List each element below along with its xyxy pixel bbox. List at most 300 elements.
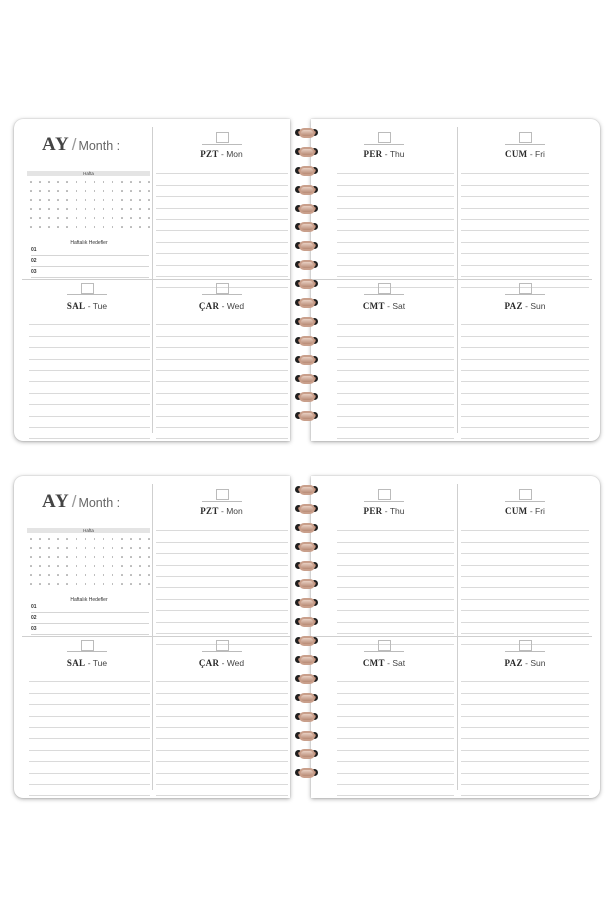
day-cell-sat: [311, 637, 457, 798]
date-checkbox[interactable]: [216, 489, 229, 500]
dot: [39, 208, 41, 210]
spiral-ring: [284, 373, 324, 385]
binding-wire: [299, 617, 315, 627]
writing-line: [337, 197, 454, 208]
writing-line: [461, 417, 589, 428]
dot: [85, 538, 87, 540]
binding-wire: [299, 693, 315, 703]
writing-line: [156, 705, 288, 716]
binding-wire: [299, 674, 315, 684]
week-bar: Hafta: [27, 171, 150, 176]
day-sep: -: [522, 301, 531, 311]
dot: [85, 217, 87, 219]
day-sep: -: [85, 658, 93, 668]
dot: [148, 583, 150, 585]
binding-wire: [299, 712, 315, 722]
dot: [139, 547, 141, 549]
dot: [139, 190, 141, 192]
dot: [112, 226, 114, 228]
dot-row: [30, 208, 150, 217]
writing-line: [156, 209, 288, 220]
dot-row: [30, 181, 150, 190]
dot: [66, 208, 68, 210]
month-slash: /: [71, 492, 77, 511]
dot: [85, 190, 87, 192]
date-checkbox[interactable]: [378, 132, 391, 143]
date-checkbox[interactable]: [378, 640, 391, 651]
dot: [76, 574, 78, 576]
writing-line: [337, 174, 454, 185]
dot: [57, 538, 59, 540]
day-writing-lines[interactable]: [337, 314, 454, 439]
month-title: [42, 134, 120, 156]
spiral-ring: [284, 560, 324, 572]
binding-wire: [299, 374, 315, 384]
spiral-ring: [284, 578, 324, 590]
binding-wire: [299, 336, 315, 346]
writing-line: [461, 394, 589, 405]
day-name-fri: [458, 149, 592, 159]
writing-line: [29, 682, 150, 693]
date-checkbox[interactable]: [519, 640, 532, 651]
writing-line: [156, 531, 288, 542]
writing-line: [156, 762, 288, 773]
dot: [30, 199, 32, 201]
day-writing-lines[interactable]: [29, 314, 150, 439]
day-name-thu: [311, 506, 457, 516]
dot: [76, 181, 78, 183]
goal-number: 01: [31, 604, 37, 610]
spiral-ring: [284, 541, 324, 553]
dot: [112, 547, 114, 549]
dot: [112, 190, 114, 192]
dot: [57, 190, 59, 192]
day-en: Tue: [92, 301, 108, 311]
writing-line: [29, 394, 150, 405]
goal-line[interactable]: [31, 246, 149, 256]
writing-line: [461, 174, 589, 185]
date-checkbox[interactable]: [81, 283, 94, 294]
date-checkbox[interactable]: [378, 489, 391, 500]
day-name-sat: [311, 301, 457, 311]
writing-line: [337, 382, 454, 393]
day-cell-thu: [311, 119, 457, 279]
dot: [48, 583, 50, 585]
writing-line: [156, 220, 288, 231]
dot: [139, 208, 141, 210]
writing-line: [461, 531, 589, 542]
writing-line: [156, 785, 288, 796]
spiral-ring: [284, 354, 324, 366]
dot: [130, 217, 132, 219]
writing-line: [337, 785, 454, 796]
writing-line: [461, 337, 589, 348]
dot: [112, 181, 114, 183]
day-name-fri: [458, 506, 592, 516]
dot: [130, 208, 132, 210]
date-checkbox[interactable]: [216, 640, 229, 651]
day-en: Tue: [92, 658, 108, 668]
writing-line: [156, 774, 288, 785]
binding-wire: [299, 485, 315, 495]
day-writing-lines[interactable]: [461, 671, 589, 796]
goal-number: 02: [31, 615, 37, 621]
weekly-goals-title: Haftalık Hedefler: [70, 597, 108, 603]
dot-row: [30, 565, 150, 574]
binding-wire: [299, 523, 315, 533]
binding-wire: [299, 298, 315, 308]
writing-line: [337, 186, 454, 197]
writing-line: [156, 186, 288, 197]
day-cell-mon: [153, 476, 290, 636]
day-writing-lines[interactable]: [29, 671, 150, 796]
dot: [39, 547, 41, 549]
dot: [94, 190, 96, 192]
dot: [148, 538, 150, 540]
dot: [130, 181, 132, 183]
writing-line: [337, 751, 454, 762]
spiral-ring: [284, 335, 324, 347]
writing-line: [156, 520, 288, 531]
dot: [112, 217, 114, 219]
dot: [139, 565, 141, 567]
day-name-sun: [458, 301, 592, 311]
date-checkbox[interactable]: [519, 489, 532, 500]
dot: [94, 565, 96, 567]
date-underline: [67, 651, 107, 652]
day-writing-lines[interactable]: [156, 314, 288, 439]
dot: [66, 226, 68, 228]
day-en: Sun: [530, 301, 546, 311]
day-writing-lines[interactable]: [461, 520, 589, 645]
writing-line: [461, 705, 589, 716]
dot: [139, 583, 141, 585]
writing-line: [337, 682, 454, 693]
day-en: Thu: [389, 149, 405, 159]
spiral-ring: [284, 597, 324, 609]
writing-line: [337, 163, 454, 174]
day-writing-lines[interactable]: [337, 671, 454, 796]
spiral-ring: [284, 127, 324, 139]
day-cell-wed: [153, 280, 290, 441]
dot: [130, 583, 132, 585]
week-bar: Hafta: [27, 528, 150, 533]
day-en: Fri: [535, 506, 545, 516]
day-sep: -: [219, 658, 227, 668]
day-sep: -: [219, 301, 227, 311]
goal-line[interactable]: [31, 603, 149, 613]
dot: [112, 583, 114, 585]
dot: [85, 208, 87, 210]
dot: [94, 556, 96, 558]
writing-line: [156, 254, 288, 265]
writing-line: [461, 577, 589, 588]
dot: [66, 574, 68, 576]
right-page: [311, 476, 600, 798]
day-tr: SAL: [66, 658, 86, 668]
date-checkbox[interactable]: [81, 640, 94, 651]
dot-row: [30, 190, 150, 199]
dot-row: [30, 583, 150, 592]
day-writing-lines[interactable]: [156, 671, 288, 796]
dot: [30, 547, 32, 549]
binding-wire: [299, 561, 315, 571]
dot: [30, 574, 32, 576]
writing-line: [156, 554, 288, 565]
writing-line: [29, 348, 150, 359]
spiral-ring: [284, 184, 324, 196]
date-checkbox[interactable]: [519, 283, 532, 294]
dot: [139, 217, 141, 219]
dot: [130, 574, 132, 576]
writing-line: [461, 163, 589, 174]
day-cell-tue: [22, 280, 152, 441]
writing-line: [461, 382, 589, 393]
writing-line: [461, 728, 589, 739]
writing-line: [29, 739, 150, 750]
binding-wire: [299, 542, 315, 552]
writing-line: [461, 762, 589, 773]
day-name-sun: [458, 658, 592, 668]
spiral-ring: [284, 711, 324, 723]
day-sep: -: [218, 506, 227, 516]
spiral-binding: [284, 484, 324, 786]
writing-line: [29, 314, 150, 325]
writing-line: [29, 325, 150, 336]
binding-wire: [299, 147, 315, 157]
writing-line: [337, 566, 454, 577]
dot-row: [30, 556, 150, 565]
writing-line: [156, 360, 288, 371]
day-sep: -: [382, 506, 390, 516]
date-underline: [364, 651, 404, 652]
dot: [121, 226, 123, 228]
month-slash: /: [71, 135, 77, 154]
dot: [39, 199, 41, 201]
writing-line: [461, 739, 589, 750]
writing-line: [337, 337, 454, 348]
day-name-mon: [153, 506, 290, 516]
dot: [94, 226, 96, 228]
dot: [112, 556, 114, 558]
date-underline: [505, 144, 545, 145]
writing-line: [461, 600, 589, 611]
date-checkbox[interactable]: [216, 283, 229, 294]
dot: [85, 181, 87, 183]
dot: [121, 190, 123, 192]
binding-wire: [299, 222, 315, 232]
dot: [39, 217, 41, 219]
goal-number: 02: [31, 258, 37, 264]
writing-line: [156, 174, 288, 185]
dot: [66, 190, 68, 192]
day-name-wed: [153, 658, 290, 668]
goal-line[interactable]: [31, 257, 149, 267]
spiral-ring: [284, 410, 324, 422]
writing-line: [337, 417, 454, 428]
dot: [76, 199, 78, 201]
dot: [121, 583, 123, 585]
goal-line[interactable]: [31, 268, 149, 278]
dot: [39, 190, 41, 192]
day-writing-lines[interactable]: [337, 520, 454, 645]
writing-line: [337, 611, 454, 622]
day-en: Mon: [226, 506, 243, 516]
dot: [139, 199, 141, 201]
day-sep: -: [85, 301, 93, 311]
dot: [48, 181, 50, 183]
month-en[interactable]: Month :: [78, 139, 121, 153]
writing-line: [461, 197, 589, 208]
day-en: Sat: [392, 658, 406, 668]
writing-line: [461, 682, 589, 693]
dot: [48, 547, 50, 549]
dot: [57, 574, 59, 576]
dot: [76, 547, 78, 549]
day-sep: -: [522, 658, 531, 668]
dot: [121, 208, 123, 210]
writing-line: [29, 671, 150, 682]
writing-line: [461, 717, 589, 728]
day-cell-sat: [311, 280, 457, 441]
writing-line: [461, 554, 589, 565]
dot: [57, 181, 59, 183]
spiral-ring: [284, 616, 324, 628]
binding-wire: [299, 768, 315, 778]
writing-line: [461, 588, 589, 599]
writing-line: [156, 671, 288, 682]
dot: [76, 226, 78, 228]
dot: [103, 217, 105, 219]
dot: [130, 538, 132, 540]
day-en: Sun: [530, 658, 546, 668]
writing-line: [29, 337, 150, 348]
dot: [139, 556, 141, 558]
writing-line: [29, 717, 150, 728]
day-en: Fri: [535, 149, 545, 159]
dot: [66, 565, 68, 567]
dot: [57, 583, 59, 585]
day-sep: -: [382, 149, 390, 159]
dot: [85, 574, 87, 576]
writing-line: [461, 611, 589, 622]
dot: [66, 556, 68, 558]
goal-line[interactable]: [31, 614, 149, 624]
date-underline: [67, 294, 107, 295]
day-name-mon: [153, 149, 290, 159]
dot: [57, 199, 59, 201]
writing-line: [156, 543, 288, 554]
writing-line: [337, 254, 454, 265]
month-en[interactable]: Month :: [78, 496, 121, 510]
date-underline: [364, 501, 404, 502]
writing-line: [156, 566, 288, 577]
goal-line[interactable]: [31, 625, 149, 635]
date-checkbox[interactable]: [378, 283, 391, 294]
dot: [148, 190, 150, 192]
day-sep: -: [218, 149, 227, 159]
writing-line: [29, 417, 150, 428]
day-en: Sat: [392, 301, 406, 311]
date-checkbox[interactable]: [216, 132, 229, 143]
spiral-ring: [284, 240, 324, 252]
dot: [66, 547, 68, 549]
binding-wire: [299, 204, 315, 214]
writing-line: [156, 751, 288, 762]
day-writing-lines[interactable]: [461, 314, 589, 439]
dot: [112, 565, 114, 567]
writing-line: [337, 405, 454, 416]
dot: [103, 190, 105, 192]
day-cell-fri: [458, 476, 592, 636]
writing-line: [337, 671, 454, 682]
writing-line: [29, 762, 150, 773]
dot: [48, 226, 50, 228]
spiral-ring: [284, 203, 324, 215]
writing-line: [461, 348, 589, 359]
writing-line: [337, 774, 454, 785]
dot: [94, 547, 96, 549]
dot: [103, 583, 105, 585]
spiral-ring: [284, 221, 324, 233]
binding-wire: [299, 166, 315, 176]
date-underline: [364, 294, 404, 295]
writing-line: [29, 371, 150, 382]
dot: [85, 547, 87, 549]
binding-wire: [299, 504, 315, 514]
day-writing-lines[interactable]: [461, 163, 589, 288]
date-checkbox[interactable]: [519, 132, 532, 143]
left-page: [14, 119, 290, 441]
day-tr: PER: [363, 149, 383, 159]
spiral-ring: [284, 635, 324, 647]
dot: [85, 556, 87, 558]
writing-line: [461, 751, 589, 762]
dot: [57, 556, 59, 558]
dot: [130, 190, 132, 192]
binding-wire: [299, 317, 315, 327]
day-writing-lines[interactable]: [337, 163, 454, 288]
planner-spread-top: [14, 119, 600, 441]
binding-wire: [299, 655, 315, 665]
dot: [130, 556, 132, 558]
dot: [103, 208, 105, 210]
day-en: Mon: [226, 149, 243, 159]
dot: [48, 208, 50, 210]
day-writing-lines[interactable]: [156, 520, 288, 645]
dot: [76, 556, 78, 558]
day-en: Thu: [389, 506, 405, 516]
dot: [30, 565, 32, 567]
writing-line: [156, 682, 288, 693]
dot: [30, 538, 32, 540]
writing-line: [156, 348, 288, 359]
month-tr: AY: [42, 491, 70, 512]
dot-row: [30, 574, 150, 583]
dot: [76, 538, 78, 540]
day-writing-lines[interactable]: [156, 163, 288, 288]
writing-line: [156, 717, 288, 728]
left-page: [14, 476, 290, 798]
writing-line: [461, 671, 589, 682]
binding-wire: [299, 392, 315, 402]
dot-row: [30, 217, 150, 226]
dot: [94, 538, 96, 540]
writing-line: [461, 325, 589, 336]
month-title: [42, 491, 120, 513]
dot: [121, 217, 123, 219]
binding-wire: [299, 636, 315, 646]
